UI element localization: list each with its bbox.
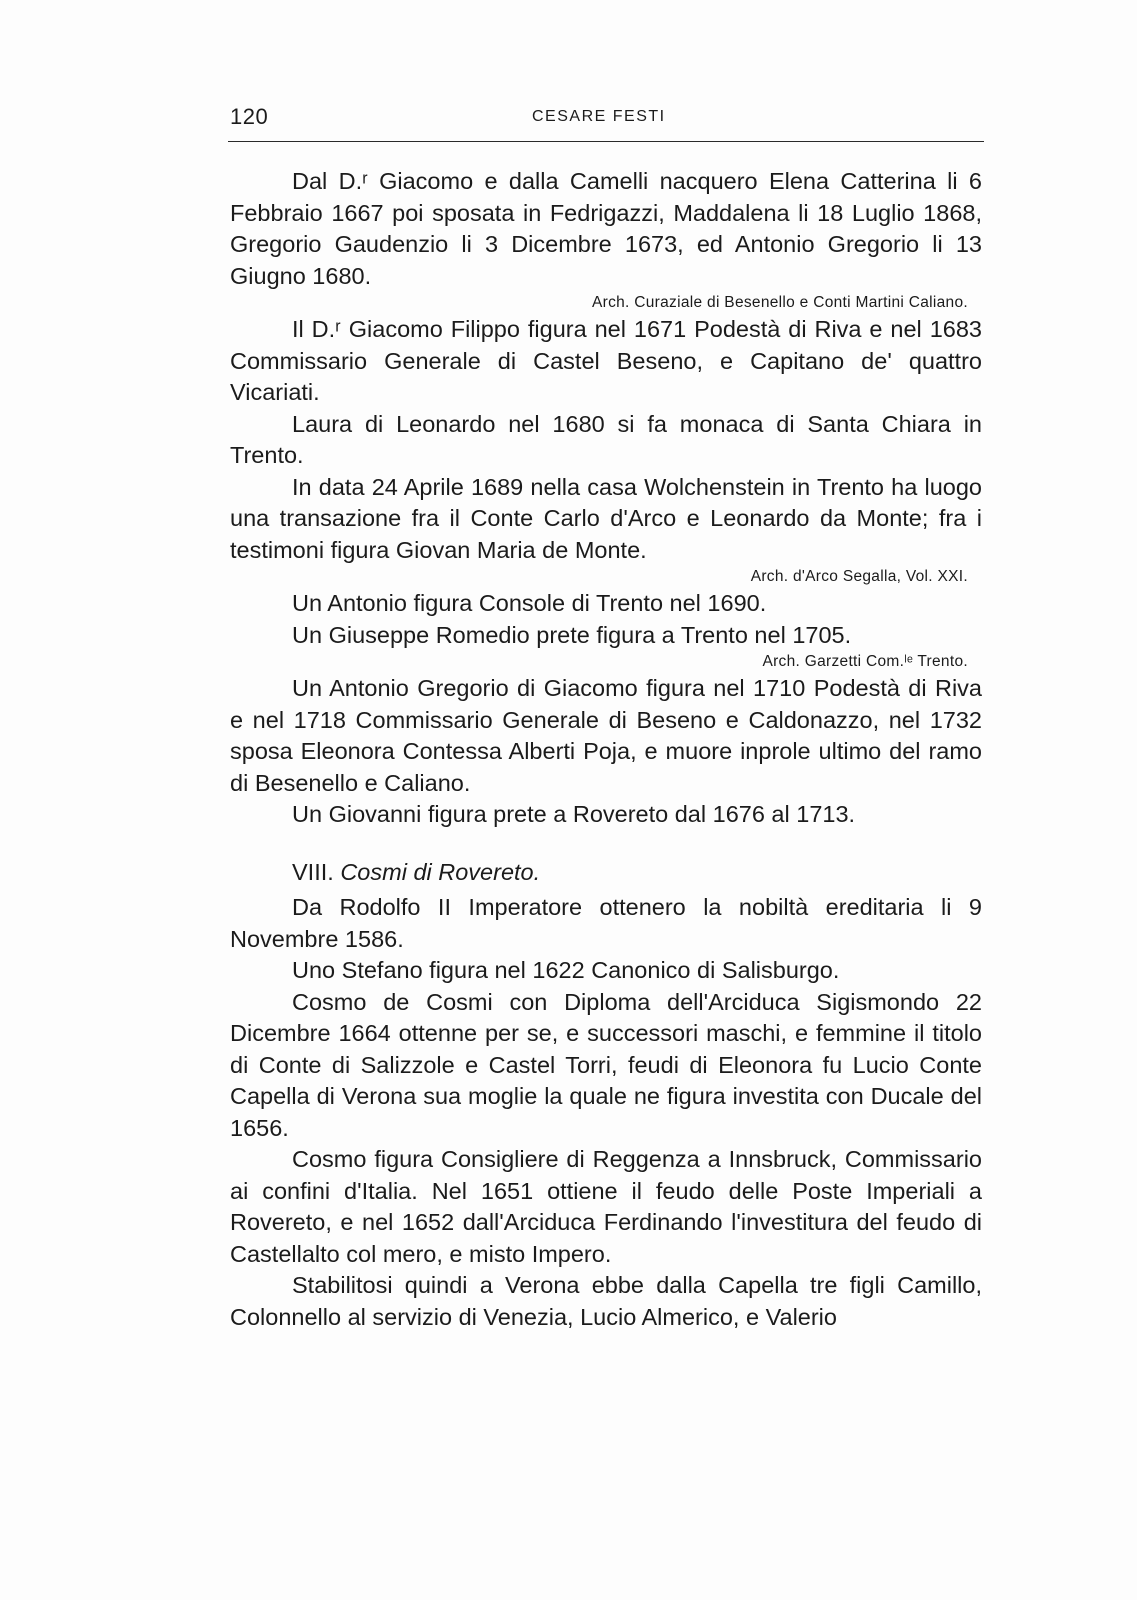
paragraph: Il D.ʳ Giacomo Filippo figura nel 1671 Podestà di Riva e nel 1683 Commissario Generale di Castel Beseno, e Capitano de' quattro Vicariati. (230, 316, 982, 405)
section-heading (230, 857, 982, 889)
paragraph: Cosmo de Cosmi con Diploma dell'Arciduca Sigismondo 22 Dicembre 1664 ottenne per se, e successori maschi, e femmine il titolo di Conte di Salizzole e Castel Torri, feudi di Eleonora fu Lucio Conte Capella di Verona sua moglie la quale ne figura investita con Ducale del 1656. (230, 988, 982, 1141)
paragraph: Dal D.ʳ Giacomo e dalla Camelli nacquero Elena Catterina li 6 Febbraio 1667 poi sposata in Fedrigazzi, Maddalena li 18 Luglio 1868, Gregorio Gaudenzio li 3 Dicembre 1673, ed Antonio Gregorio li 13 Giugno 1680. (230, 168, 982, 289)
paragraph: Cosmo figura Consigliere di Reggenza a Innsbruck, Commissario ai confini d'Italia. Nel 1651 ottiene il feudo delle Poste Imperiali a Rovereto, e nel 1652 dall'Arciduca Ferdinando l'investitura del feudo di Castellalto col mero, e misto Impero. (230, 1146, 982, 1267)
paragraph: Uno Stefano figura nel 1622 Canonico di Salisburgo. (292, 957, 840, 983)
paragraph: Un Antonio Gregorio di Giacomo figura nel 1710 Podestà di Riva e nel 1718 Commissario Generale di Beseno e Caldonazzo, nel 1732 sposa Eleonora Contessa Alberti Poja, e muore inprole ultimo del ramo di Besenello e Caliano. (230, 675, 982, 796)
page-header (230, 104, 990, 134)
page-body (230, 166, 982, 1333)
section-number: VIII. (292, 858, 334, 885)
paragraph: In data 24 Aprile 1689 nella casa Wolchenstein in Trento ha luogo una transazione fra il Conte Carlo d'Arco e Leonardo da Monte; fra i testimoni figura Giovan Maria de Monte. (230, 473, 982, 563)
paragraph: Un Antonio figura Console di Trento nel 1690. (292, 590, 767, 616)
paragraph: Un Giovanni figura prete a Rovereto dal 1676 al 1713. (292, 801, 856, 827)
paragraph: Un Giuseppe Romedio prete figura a Trento nel 1705. (292, 621, 852, 648)
running-title: CESARE FESTI (532, 108, 666, 125)
header-rule (228, 141, 984, 142)
paragraph: Stabilitosi quindi a Verona ebbe dalla Capella tre figli Camillo, Colonnello al servizio di Venezia, Lucio Almerico, e Valerio (230, 1272, 982, 1330)
page-number: 120 (230, 104, 269, 129)
paragraph: Laura di Leonardo nel 1680 si fa monaca di Santa Chiara in Trento. (230, 410, 982, 468)
source-citation: Arch. Curaziale di Besenello e Conti Martini Caliano. (591, 294, 968, 311)
source-citation: Arch. Garzetti Com.ˡᵉ Trento. (762, 653, 968, 670)
paragraph: Da Rodolfo II Imperatore ottenero la nobiltà ereditaria li 9 Novembre 1586. (230, 894, 982, 952)
source-citation: Arch. d'Arco Segalla, Vol. XXI. (750, 568, 968, 585)
section-title: Cosmi di Rovereto. (340, 858, 541, 885)
